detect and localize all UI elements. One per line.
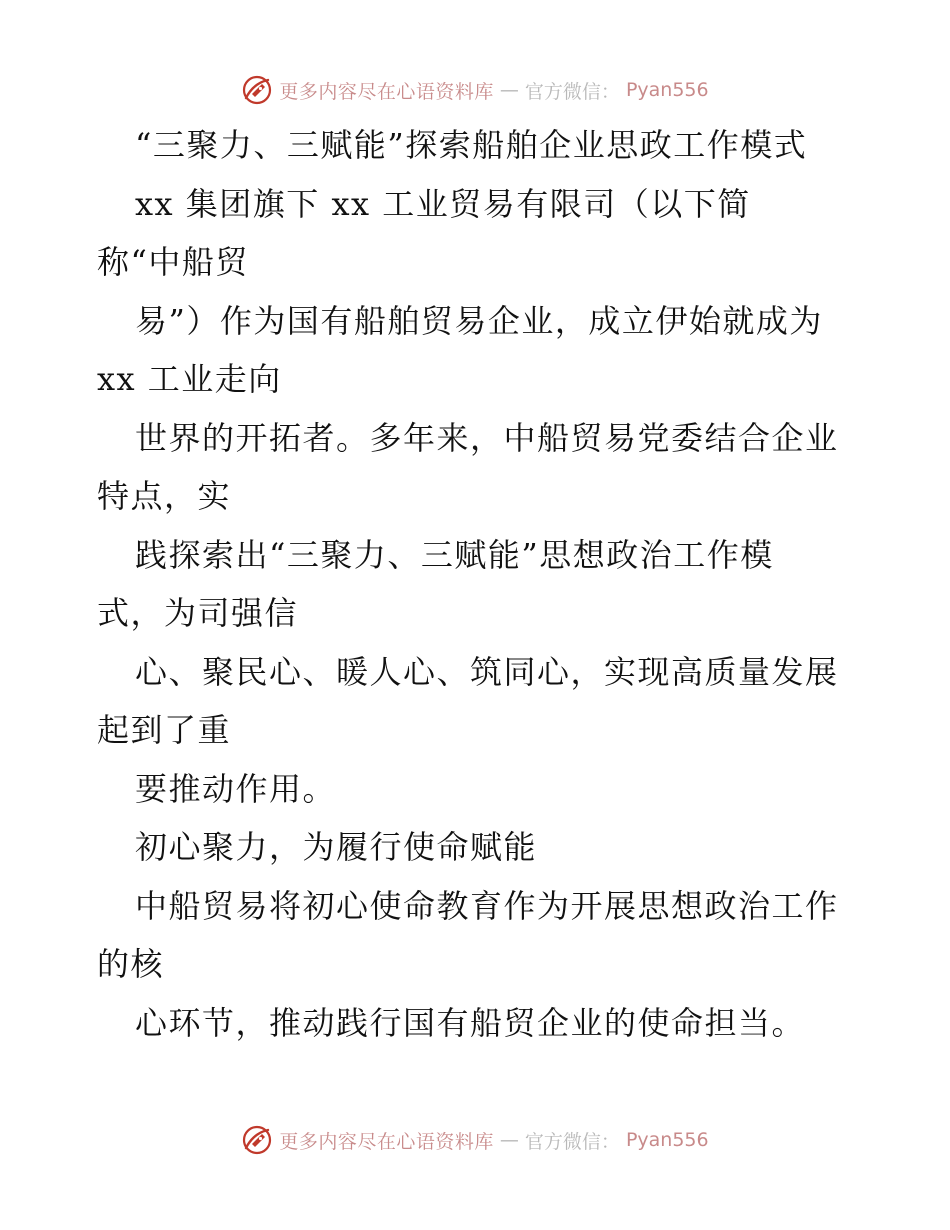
paragraph-line: 世界的开拓者。多年来，中船贸易党委结合企业 bbox=[135, 419, 839, 457]
paragraph-line: 中船贸易将初心使命教育作为开展思想政治工作 bbox=[135, 887, 839, 925]
paragraph-line: 起到了重 bbox=[97, 711, 232, 749]
paragraph-line: 易”）作为国有船舶贸易企业，成立伊始就成为 bbox=[135, 302, 823, 340]
pen-nib-circle-icon bbox=[241, 74, 273, 106]
paragraph-line: 式，为司强信 bbox=[97, 594, 299, 632]
banner-wechat-id: Pyan556 bbox=[625, 79, 709, 101]
paragraph-line: xx 工业走向 bbox=[97, 360, 282, 398]
paragraph-line: 心、聚民心、暖人心、筑同心，实现高质量发展 bbox=[135, 653, 839, 691]
banner-separator: — bbox=[499, 79, 519, 101]
header-banner bbox=[0, 70, 950, 110]
footer-banner-content bbox=[241, 1124, 708, 1156]
banner-site-text: 更多内容尽在心语资料库 bbox=[279, 1130, 494, 1153]
paragraph-line: 的核 bbox=[97, 945, 165, 983]
banner-separator: — bbox=[499, 1129, 519, 1151]
doc-title: “三聚力、三赋能”探索船舶企业思政工作模式 bbox=[135, 126, 808, 164]
paragraph-line: 特点，实 bbox=[97, 477, 232, 515]
pen-nib-circle-icon bbox=[241, 1124, 273, 1156]
banner-wechat-label: 官方微信： bbox=[524, 80, 620, 103]
banner-site-text: 更多内容尽在心语资料库 bbox=[279, 80, 494, 103]
paragraph-line: 称“中船贸 bbox=[97, 243, 249, 281]
footer-banner bbox=[0, 1120, 950, 1160]
banner-wechat-label: 官方微信： bbox=[524, 1130, 620, 1153]
paragraph-line: 心环节，推动践行国有船贸企业的使命担当。 bbox=[135, 1004, 806, 1042]
paragraph-line: xx 集团旗下 xx 工业贸易有限司（以下简 bbox=[135, 185, 751, 223]
header-banner-content bbox=[241, 74, 708, 106]
paragraph-line: 践探索出“三聚力、三赋能”思想政治工作模 bbox=[135, 536, 774, 574]
section-heading: 初心聚力，为履行使命赋能 bbox=[135, 828, 538, 866]
paragraph-line: 要推动作用。 bbox=[135, 770, 337, 808]
banner-wechat-id: Pyan556 bbox=[625, 1129, 709, 1151]
